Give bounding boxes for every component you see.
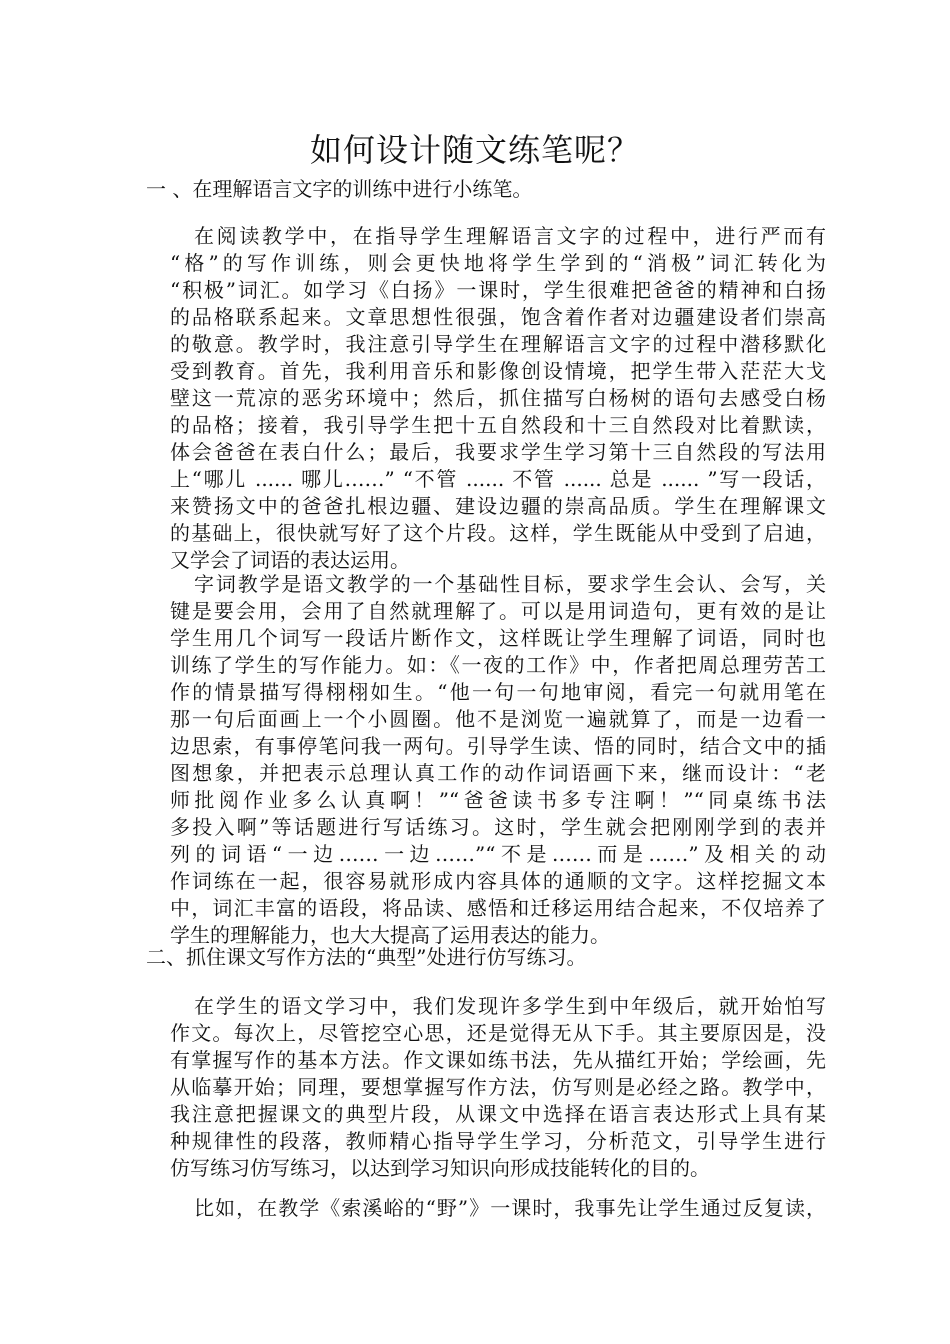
paragraph-line: 壁这一荒凉的恶劣环境中；然后，抓住描写白杨树的语句去感受白杨	[170, 386, 826, 410]
paragraph-line: 仿写练习仿写练习，以达到学习知识向形成技能转化的目的。	[170, 1156, 710, 1180]
paragraph-line: “格”的写作训练，则会更快地将学生学到的“消极”词汇转化为	[170, 251, 826, 275]
paragraph-line: 训练了学生的写作能力。如：《一夜的工作》中，作者把周总理劳苦工	[170, 653, 826, 677]
paragraph-line: 学生的理解能力，也大大提高了运用表达的能力。	[170, 923, 610, 947]
paragraph-line: 列的词语“一边……一边……”“不是……而是……”及相关的动	[170, 842, 826, 866]
paragraph-line: 的敬意。教学时，我注意引导学生在理解语言文字的过程中潜移默化	[170, 332, 826, 356]
paragraph-line: 来赞扬文中的爸爸扎根边疆、建设边疆的崇高品质。学生在理解课文	[170, 494, 826, 518]
paragraph-line: 的品格；接着，我引导学生把十五自然段和十三自然段对比着默读，	[170, 413, 826, 437]
paragraph-line: 多投入啊”等话题进行写话练习。这时，学生就会把刚刚学到的表并	[170, 815, 826, 839]
paragraph-line: 从临摹开始；同理，要想掌握写作方法，仿写则是必经之路。教学中，	[170, 1075, 826, 1099]
paragraph-line: “积极”词汇。如学习《白扬》一课时，学生很难把爸爸的精神和白扬	[170, 278, 826, 302]
paragraph-line: 作词练在一起，很容易就形成内容具体的通顺的文字。这样挖掘文本	[170, 869, 826, 893]
paragraph-line: 比如，在教学《索溪峪的“野”》一课时，我事先让学生通过反复读，	[194, 1196, 826, 1220]
paragraph-2	[146, 571, 826, 949]
paragraph-line: 边思索，有事停笔问我一两句。引导学生读、悟的同时，结合文中的插	[170, 734, 826, 758]
paragraph-line: 中，词汇丰富的语段，将品读、感悟和迁移运用结合起来，不仅培养了	[170, 896, 826, 920]
paragraph-line: 体会爸爸在表白什么；最后，我要求学生学习第十三自然段的写法用	[170, 440, 826, 464]
paragraph-line: 那一句后面画上一个小圆圈。他不是浏览一遍就算了，而是一边看一	[170, 707, 826, 731]
paragraph-line: 字词教学是语文教学的一个基础性目标，要求学生会认、会写，关	[194, 572, 826, 596]
paragraph-line: 有掌握写作的基本方法。作文课如练书法，先从描红开始；学绘画，先	[170, 1048, 826, 1072]
paragraph-line: 受到教育。首先，我利用音乐和影像创设情境，把学生带入茫茫大戈	[170, 359, 826, 383]
paragraph-line: 图想象，并把表示总理认真工作的动作词语画下来，继而设计：“老	[170, 761, 826, 785]
paragraph-line: 键是要会用，会用了自然就理解了。可以是用词造句，更有效的是让	[170, 599, 826, 623]
paragraph-line: 的基础上，很快就写好了这个片段。这样，学生既能从中受到了启迪，	[170, 521, 826, 545]
document-title: 如何设计随文练笔呢？	[309, 131, 640, 169]
paragraph-line: 作文。每次上，尽管挖空心思，还是觉得无从下手。其主要原因是，没	[170, 1021, 826, 1045]
paragraph-1	[146, 223, 826, 574]
paragraph-line: 又学会了词语的表达运用。	[170, 548, 410, 572]
paragraph-line: 的品格联系起来。文章思想性很强，饱含着作者对边疆建设者们崇高	[170, 305, 826, 329]
paragraph-line: 在学生的语文学习中，我们发现许多学生到中年级后，就开始怕写	[194, 994, 826, 1018]
paragraph-line: 学生用几个词写一段话片断作文，这样既让学生理解了词语，同时也	[170, 626, 826, 650]
paragraph-line: 师批阅作业多么认真啊！”“爸爸读书多专注啊！”“同桌练书法	[170, 788, 826, 812]
section-heading-1: 一 、在理解语言文字的训练中进行小练笔。	[146, 177, 533, 201]
paragraph-line: 作的情景描写得栩栩如生。“他一句一句地审阅，看完一句就用笔在	[170, 680, 826, 704]
paragraph-line: 在阅读教学中，在指导学生理解语言文字的过程中，进行严而有	[194, 224, 826, 248]
paragraph-4	[146, 1195, 826, 1222]
paragraph-line: 种规律性的段落，教师精心指导学生学习，分析范文，引导学生进行	[170, 1129, 826, 1153]
paragraph-line: 我注意把握课文的典型片段，从课文中选择在语言表达形式上具有某	[170, 1102, 826, 1126]
paragraph-3	[146, 993, 826, 1182]
paragraph-line: 上“哪儿 ...... 哪儿……” “不管 ...... 不管 ...... 总是 ...... ”写一段话，	[170, 467, 826, 491]
section-heading-2: 二、抓住课文写作方法的“典型”处进行仿写练习。	[146, 945, 587, 969]
